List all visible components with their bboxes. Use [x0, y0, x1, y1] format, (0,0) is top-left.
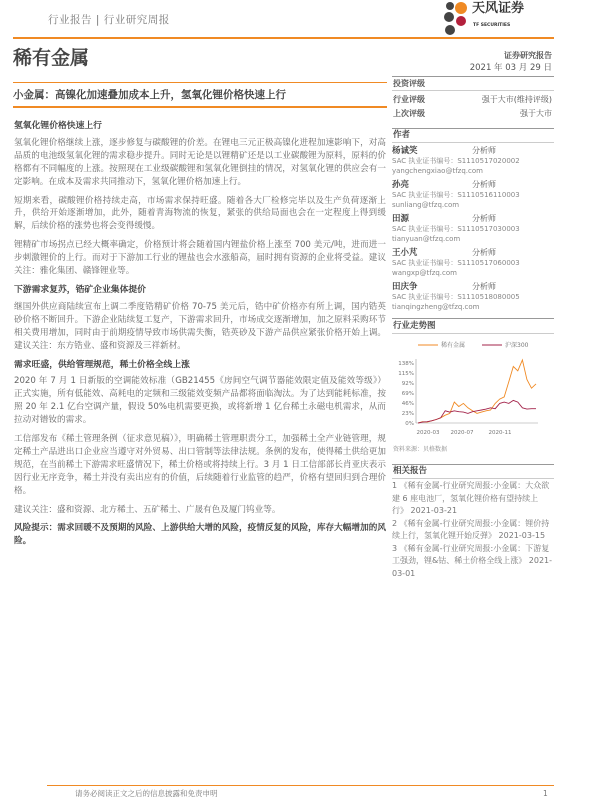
- related-report-link[interactable]: 1 《稀有金属-行业研究周报:小金属：大众欲建 6 座电池厂，氢氧化锂价格有望持续上行》 2021-03-21: [392, 481, 550, 515]
- paragraph: 短期来看，碳酸锂价格持续走高，市场需求保持旺盛。随着各大厂检修完毕以及生产负荷逐渐上升，供给开始逐渐增加，此外，随着青海物流的恢复，紧张的供给局面也会在一定程度上得到缓解，后续价格的涨势也将会变得缓慢。: [14, 195, 386, 232]
- industry-trend-chart: [392, 335, 552, 439]
- legend-label: 稀有金属: [441, 342, 466, 349]
- divider: [392, 76, 554, 77]
- paragraph: 锂精矿市场拐点已经大概率确定，价格预计将会随着国内锂盐价格上涨至 700 美元/吨，进而进一步刺激锂价的上行。而对于下游加工行业的锂盐也会水涨船高，届时拥有资源的企业将受益。建议关注：雅化集团、赣锋锂业等。: [14, 240, 386, 277]
- divider: [392, 142, 554, 143]
- section-heading: 氢氧化锂价格快速上行: [14, 121, 102, 131]
- author-name: 王小芃: [392, 248, 418, 258]
- divider: [392, 478, 554, 479]
- rating-section-title: 投资评级: [393, 79, 425, 88]
- author-role: 分析师: [472, 214, 496, 223]
- title-divider: [13, 82, 387, 83]
- divider: [392, 128, 554, 129]
- report-type: 证券研究报告: [504, 51, 552, 60]
- chart-source: 资料来源：贝格数据: [393, 446, 448, 453]
- y-tick-label: 138%: [398, 361, 414, 367]
- paragraph: 2020 年 7 月 1 日新版的空调能效标准（GB21455《房间空气调节器能效限定值及能效等级》）正式实施，所有低能效、高耗电的定频和三级能效变频产品都将面临淘汰。为了达到能耗标准，按照 20 年 2.1 亿台空调产量，假设 50%电机需要更换，或将新增 1 亿台稀土永磁电机需求，从而拉动对镨钕的需求。: [14, 376, 386, 426]
- section-heading: 下游需求复苏，锆矿企业集体提价: [14, 284, 146, 295]
- author-name: 田庆争: [392, 282, 418, 292]
- paragraph: 氢氧化锂价格继续上涨，逐步修复与碳酸锂的价差。在锂电三元正极高镍化进程加速影响下，对高品质的电池级氢氧化锂的需求稳步提升。同时无论是以锂精矿还是以工业碳酸锂为原料，原料的价格都有不同幅度的上涨。按照现在工业级碳酸锂和氢氧化锂倒挂的情况，对氢氧化锂的供应会有一定影响。在成本及需求共同推动下，氢氧化锂价格加速上行。: [14, 137, 386, 187]
- x-tick-label: 2020-11: [488, 430, 512, 436]
- author-name: 田源: [392, 214, 410, 224]
- page-title: 稀有金属: [13, 47, 90, 69]
- footer-divider: [47, 785, 554, 786]
- related-report-link[interactable]: 2 《稀有金属-行业研究周报:小金属：锂价持续上行，氢氧化锂开始反弹》 2021-03-15: [392, 518, 550, 540]
- author-email[interactable]: yangchengxiao@tfzq.com: [392, 166, 483, 175]
- author-role: 分析师: [472, 282, 496, 291]
- related-reports: [392, 480, 554, 580]
- rating-value: 强于大市: [520, 109, 552, 118]
- author-role: 分析师: [472, 146, 496, 155]
- footer-disclaimer: 请务必阅读正文之后的信息披露和免责申明: [75, 789, 218, 798]
- main-body: [14, 120, 386, 554]
- author-email[interactable]: wangxp@tfzq.com: [392, 268, 457, 277]
- paragraph: 继国外供应商陆续宣布上调二季度锆精矿价格 70-75 美元后，锆中矿价格亦有所上调，国内锆英砂价格不断回升。下游企业陆续复工复产，下游需求回升，市场成交逐渐增加，加之原料采购环节相关费用增加，同时由于前期疫情导致市场供需失衡，锆英砂及下游产品供应紧张价格开始上调。建议关注：东方锆业、盛和资源及三祥新材。: [14, 301, 386, 351]
- author-email[interactable]: sunliang@tfzq.com: [392, 200, 460, 209]
- x-tick-label: 2020-03: [416, 430, 440, 436]
- logo-mark-icon: [440, 0, 472, 36]
- company-logo: [440, 0, 558, 36]
- page-number: 1: [543, 789, 548, 798]
- report-subtitle: 小金属：高镍化加速叠加成本上升，氢氧化锂价格快速上行: [13, 89, 286, 101]
- paragraph: 工信部发布《稀土管理条例（征求意见稿）》，明确稀土管理职责分工，加强稀土全产业链管理，规定稀土产品进出口企业应当遵守对外贸易、出口管制等法律法规。条例的发布，使得稀土供给更加规范，在当前稀土下游需求旺盛情况下，稀土价格或将持续上行。3 月 1 日工信部部长肖亚庆表示因行业无序竞争，稀土并没有卖出应有的价值，后续随着行业监管的趋严，价格有望回归到合理价格。: [14, 434, 386, 496]
- risk-warning: 风险提示：需求回暖不及预期的风险、上游供给大增的风险，疫情反复的风险，库存大幅增加的风险。: [14, 523, 386, 547]
- author-cert: SAC 执业证书编号：S1110517060003: [392, 259, 520, 267]
- y-tick-label: 23%: [401, 411, 414, 417]
- series-line-hs300: [418, 400, 536, 423]
- series-line-rare-metals: [418, 360, 536, 423]
- author-email[interactable]: tianyuan@tfzq.com: [392, 234, 461, 243]
- y-tick-label: 115%: [398, 371, 414, 377]
- y-tick-label: 92%: [401, 381, 414, 387]
- report-date: 2021 年 03 月 29 日: [469, 63, 552, 73]
- y-tick-label: 46%: [401, 401, 414, 407]
- header-divider: [13, 37, 554, 39]
- related-report-link[interactable]: 3 《稀有金属-行业研究周报:小金属：下游复工强劲，锂&钴、稀土价格全线上涨》 2021-03-01: [392, 543, 553, 578]
- author-cert: SAC 执业证书编号：S1110517020002: [392, 157, 520, 165]
- rating-value: 强于大市(维持评级): [481, 95, 552, 104]
- author-entry: [392, 213, 552, 244]
- author-name: 孙亮: [392, 180, 410, 190]
- author-email[interactable]: tianqingzheng@tfzq.com: [392, 302, 480, 311]
- y-tick-label: 69%: [401, 391, 414, 397]
- author-cert: SAC 执业证书编号：S1110516110003: [392, 191, 520, 199]
- author-entry: [392, 281, 552, 312]
- author-role: 分析师: [472, 248, 496, 257]
- y-tick-label: 0%: [405, 421, 414, 427]
- chart-section-title: 行业走势图: [393, 321, 436, 331]
- paragraph: 建议关注：盛和资源、北方稀土、五矿稀土、广晟有色及厦门钨业等。: [14, 504, 281, 515]
- author-entry: [392, 247, 552, 278]
- divider: [392, 90, 554, 91]
- logo-subtext: TF SECURITIES: [473, 23, 511, 28]
- rating-label: 上次评级: [393, 109, 425, 118]
- divider: [392, 464, 554, 465]
- section-heading: 需求旺盛，供给管理规范，稀土价格全线上涨: [14, 359, 190, 370]
- author-entry: [392, 145, 552, 176]
- related-section-title: 相关报告: [393, 466, 428, 476]
- authors-section-title: 作者: [393, 130, 411, 140]
- x-tick-label: 2020-07: [450, 430, 474, 436]
- divider: [392, 333, 554, 334]
- divider: [392, 318, 554, 319]
- author-name: 杨诚笑: [392, 146, 418, 156]
- author-entry: [392, 179, 552, 210]
- legend-label: 沪深300: [505, 342, 529, 349]
- author-cert: SAC 执业证书编号：S1110517030003: [392, 225, 520, 233]
- rating-label: 行业评级: [393, 95, 425, 104]
- author-cert: SAC 执业证书编号：S1110518080005: [392, 293, 520, 301]
- subtitle-divider: [13, 106, 387, 108]
- report-category: 行业报告 | 行业研究周报: [48, 14, 170, 26]
- logo-text: 天风证券: [472, 1, 525, 16]
- author-role: 分析师: [472, 180, 496, 189]
